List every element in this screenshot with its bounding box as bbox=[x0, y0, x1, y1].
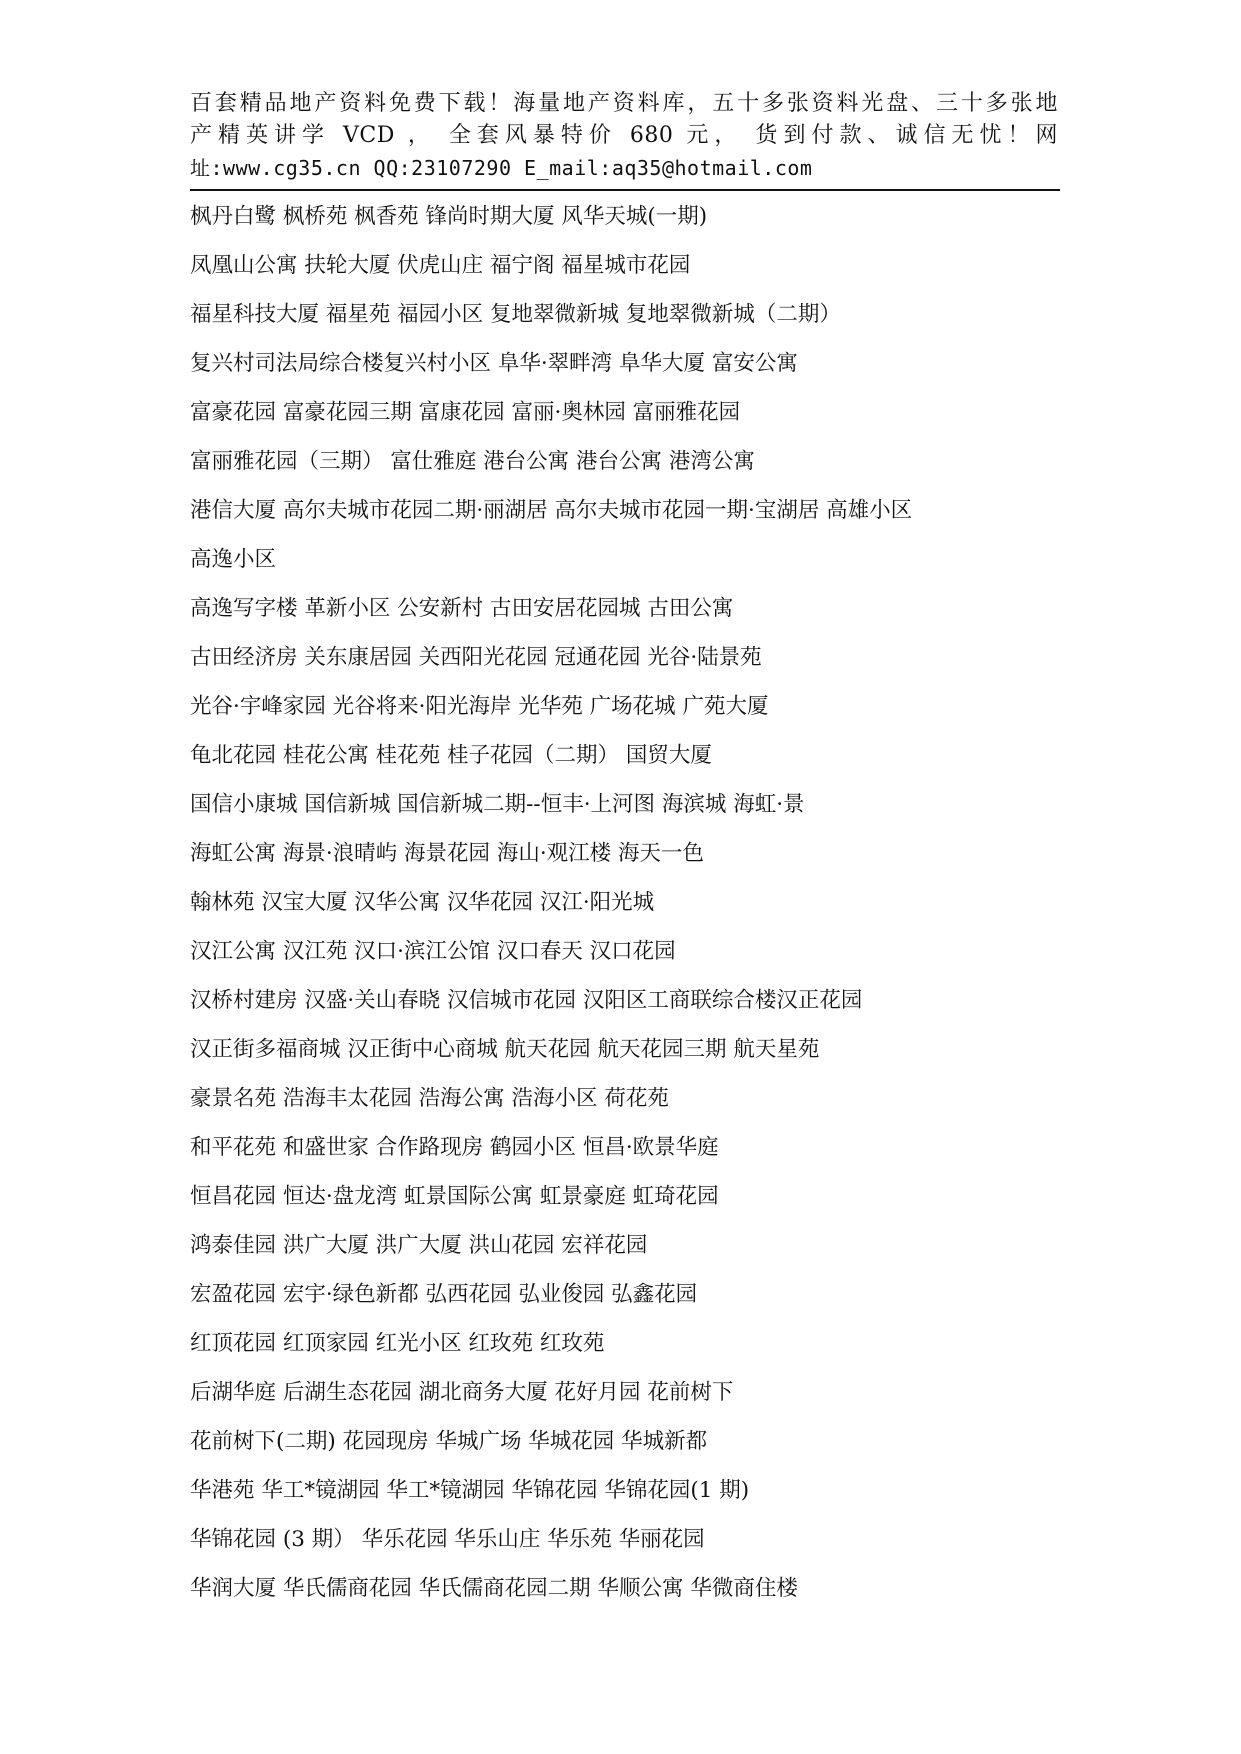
list-item: 华润大厦 华氏儒商花园 华氏儒商花园二期 华顺公寓 华微商住楼 bbox=[190, 1576, 798, 1601]
header-line-1: 百套精品地产资料免费下载！海量地产资料库，五十多张资料光盘、三十多张地 bbox=[190, 91, 1058, 116]
advertisement-header bbox=[190, 88, 1058, 184]
list-item: 海虹公寓 海景·浪晴屿 海景花园 海山·观江楼 海天一色 bbox=[190, 841, 705, 866]
list-item: 高逸小区 bbox=[190, 547, 277, 572]
list-item: 凤凰山公寓 扶轮大厦 伏虎山庄 福宁阁 福星城市花园 bbox=[190, 253, 691, 278]
list-item: 华锦花园 (3 期） 华乐花园 华乐山庄 华乐苑 华丽花园 bbox=[190, 1527, 705, 1552]
list-item: 华港苑 华工*镜湖园 华工*镜湖园 华锦花园 华锦花园(1 期) bbox=[190, 1478, 750, 1503]
header-line-3: 址:www.cg35.cn QQ:23107290 E_mail:aq35@hotmail.com bbox=[190, 156, 813, 180]
header-line-2: 产精英讲学 VCD ， 全套风暴特价 680 元， 货到付款、诚信无忧！网 bbox=[190, 123, 1058, 148]
list-item: 龟北花园 桂花公寓 桂花苑 桂子花园（二期） 国贸大厦 bbox=[190, 743, 712, 768]
list-item: 和平花苑 和盛世家 合作路现房 鹤园小区 恒昌·欧景华庭 bbox=[190, 1135, 719, 1160]
list-item: 鸿泰佳园 洪广大厦 洪广大厦 洪山花园 宏祥花园 bbox=[190, 1233, 648, 1258]
list-item: 港信大厦 高尔夫城市花园二期·丽湖居 高尔夫城市花园一期·宝湖居 高雄小区 bbox=[190, 498, 913, 523]
list-item: 富丽雅花园（三期） 富仕雅庭 港台公寓 港台公寓 港湾公寓 bbox=[190, 449, 755, 474]
list-item: 光谷·宇峰家园 光谷将来·阳光海岸 光华苑 广场花城 广苑大厦 bbox=[190, 694, 769, 719]
list-item: 汉桥村建房 汉盛·关山春晓 汉信城市花园 汉阳区工商联综合楼汉正花园 bbox=[190, 988, 863, 1013]
list-item: 复兴村司法局综合楼复兴村小区 阜华·翠畔湾 阜华大厦 富安公寓 bbox=[190, 351, 798, 376]
list-item: 汉正街多福商城 汉正街中心商城 航天花园 航天花园三期 航天星苑 bbox=[190, 1037, 820, 1062]
property-list bbox=[190, 197, 1070, 1618]
list-item: 后湖华庭 后湖生态花园 湖北商务大厦 花好月园 花前树下 bbox=[190, 1380, 734, 1405]
list-item: 高逸写字楼 革新小区 公安新村 古田安居花园城 古田公寓 bbox=[190, 596, 734, 621]
list-item: 红顶花园 红顶家园 红光小区 红玫苑 红玫苑 bbox=[190, 1331, 605, 1356]
list-item: 国信小康城 国信新城 国信新城二期--恒丰·上河图 海滨城 海虹·景 bbox=[190, 792, 805, 817]
header-divider bbox=[190, 189, 1060, 191]
list-item: 豪景名苑 浩海丰太花园 浩海公寓 浩海小区 荷花苑 bbox=[190, 1086, 669, 1111]
list-item: 古田经济房 关东康居园 关西阳光花园 冠通花园 光谷·陆景苑 bbox=[190, 645, 762, 670]
list-item: 宏盈花园 宏宇·绿色新都 弘西花园 弘业俊园 弘鑫花园 bbox=[190, 1282, 698, 1307]
list-item: 富豪花园 富豪花园三期 富康花园 富丽·奥林园 富丽雅花园 bbox=[190, 400, 741, 425]
list-item: 汉江公寓 汉江苑 汉口·滨江公馆 汉口春天 汉口花园 bbox=[190, 939, 676, 964]
list-item: 恒昌花园 恒达·盘龙湾 虹景国际公寓 虹景豪庭 虹琦花园 bbox=[190, 1184, 719, 1209]
list-item: 翰林苑 汉宝大厦 汉华公寓 汉华花园 汉江·阳光城 bbox=[190, 890, 655, 915]
list-item: 枫丹白鹭 枫桥苑 枫香苑 锋尚时期大厦 风华天城(一期) bbox=[190, 204, 708, 229]
list-item: 花前树下(二期) 花园现房 华城广场 华城花园 华城新都 bbox=[190, 1429, 708, 1454]
list-item: 福星科技大厦 福星苑 福园小区 复地翠微新城 复地翠微新城（二期） bbox=[190, 302, 841, 327]
